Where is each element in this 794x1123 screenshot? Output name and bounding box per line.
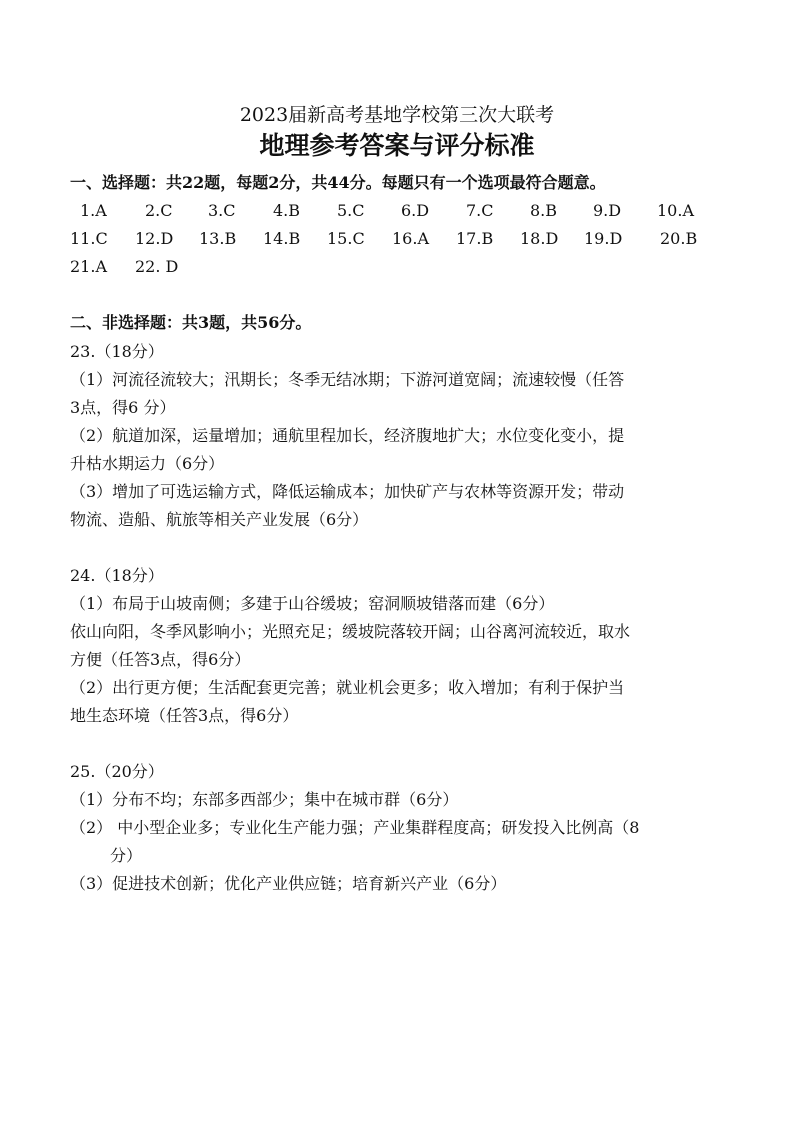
- answer-item: 17.B: [456, 229, 494, 248]
- answer-item: 3.C: [208, 201, 236, 220]
- q25-part2-line2: 分）: [110, 846, 143, 865]
- q23-part2-line2: 升枯水期运力（6分）: [70, 454, 225, 473]
- q23-part1-line2: 3点，得6 分）: [70, 398, 176, 417]
- exam-title: 2023届新高考基地学校第三次大联考: [239, 104, 555, 126]
- answer-item: 14.B: [263, 229, 301, 248]
- answer-item: 7.C: [466, 201, 494, 220]
- answer-item: 21.A: [70, 257, 107, 276]
- q24-part2-line2: 地生态环境（任答3点，得6分）: [70, 706, 299, 725]
- answer-item: 5.C: [337, 201, 365, 220]
- answer-item: 18.D: [520, 229, 559, 248]
- q24-part1-line1: （1）布局于山坡南侧；多建于山谷缓坡；窑洞顺坡错落而建（6分）: [70, 594, 555, 613]
- answer-item: 10.A: [657, 201, 694, 220]
- answer-item: 15.C: [327, 229, 365, 248]
- answer-item: 4.B: [273, 201, 301, 220]
- q23-part3-line2: 物流、造船、航旅等相关产业发展（6分）: [70, 510, 369, 529]
- question-25-title: 25.（20分）: [70, 762, 164, 781]
- q23-part1-line1: （1）河流径流较大；汛期长；冬季无结冰期；下游河道宽阔；流速较慢（任答: [70, 370, 625, 389]
- answer-item: 1.A: [80, 201, 107, 220]
- q23-part2-line1: （2）航道加深，运量增加；通航里程加长，经济腹地扩大；水位变化变小，提: [70, 426, 625, 445]
- answer-item: 9.D: [593, 201, 622, 220]
- answer-item: 6.D: [401, 201, 430, 220]
- answer-key-title: 地理参考答案与评分标准: [259, 131, 535, 160]
- answer-item: 2.C: [145, 201, 173, 220]
- answer-item: 8.B: [530, 201, 558, 220]
- q24-part1-line3: 方便（任答3点，得6分）: [70, 650, 251, 669]
- question-23-title: 23.（18分）: [70, 342, 164, 361]
- answer-item: 11.C: [70, 229, 108, 248]
- q24-part2-line1: （2）出行更方便；生活配套更完善；就业机会更多；收入增加；有利于保护当: [70, 678, 625, 697]
- question-24-title: 24.（18分）: [70, 566, 164, 585]
- q24-part1-line2: 依山向阳，冬季风影响小；光照充足；缓坡院落较开阔；山谷离河流较近，取水: [70, 622, 631, 641]
- answer-item: 13.B: [199, 229, 237, 248]
- answer-item: 16.A: [392, 229, 429, 248]
- section1-heading: 一、选择题：共22题，每题2分，共44分。每题只有一个选项最符合题意。: [70, 173, 606, 192]
- answer-item: 20.B: [660, 229, 698, 248]
- section2-heading: 二、非选择题：共3题，共56分。: [70, 313, 312, 332]
- answer-item: 22. D: [135, 257, 179, 276]
- answer-item: 12.D: [135, 229, 174, 248]
- answer-item: 19.D: [584, 229, 623, 248]
- q23-part3-line1: （3）增加了可选运输方式，降低运输成本；加快矿产与农林等资源开发；带动: [70, 482, 625, 501]
- q25-part2-line1: （2） 中小型企业多；专业化生产能力强；产业集群程度高；研发投入比例高（8: [70, 818, 640, 837]
- q25-part1: （1）分布不均；东部多西部少；集中在城市群（6分）: [70, 790, 459, 809]
- q25-part3: （3）促进技术创新；优化产业供应链；培育新兴产业（6分）: [70, 874, 507, 893]
